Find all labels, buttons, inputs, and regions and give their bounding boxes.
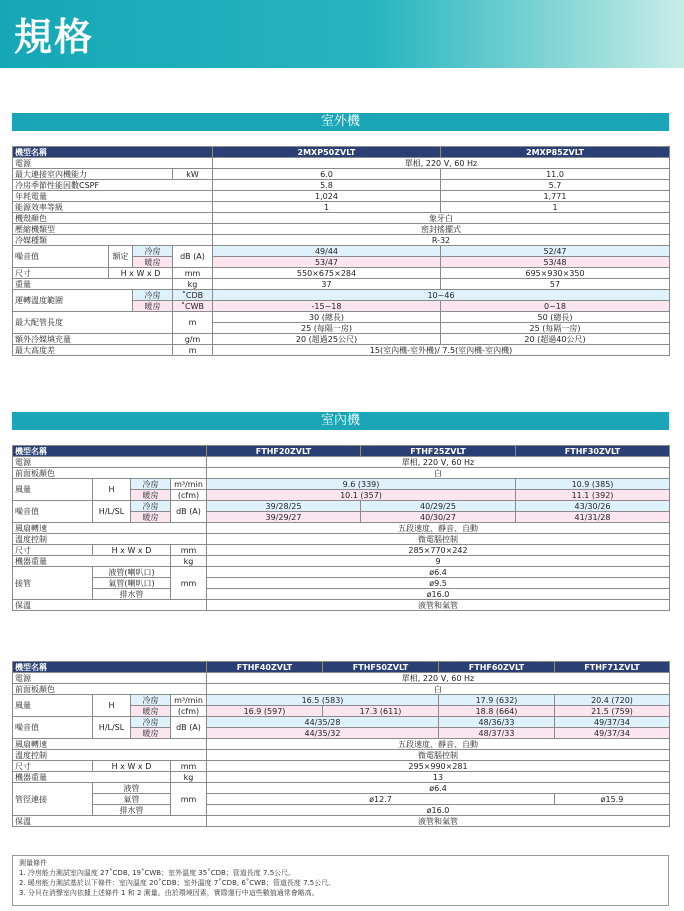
label-power: 電源 bbox=[13, 673, 207, 684]
airflow-heat-value: 11.1 (392) bbox=[516, 490, 670, 501]
airflow-cool-value: 16.5 (583) bbox=[207, 695, 439, 706]
extra-charge-value: 20 (超過25公尺) bbox=[213, 334, 441, 345]
gas-pipe-value: ø12.7 bbox=[207, 794, 555, 805]
model-2mxp85: 2MXP85ZVLT bbox=[441, 147, 670, 158]
label-size: 尺寸 bbox=[13, 761, 93, 772]
cspf-value: 5.8 bbox=[213, 180, 441, 191]
drain-pipe-value: ø16.0 bbox=[207, 805, 670, 816]
label-size: 尺寸 bbox=[13, 545, 93, 556]
label-size: 尺寸 bbox=[13, 268, 109, 279]
drain-pipe-value: ø16.0 bbox=[207, 589, 670, 600]
range-cool-value: 10~46 bbox=[213, 290, 670, 301]
label-capacity: 最大連接室內機能力 bbox=[13, 169, 173, 180]
insulation-value: 液管和氣管 bbox=[207, 600, 670, 611]
weight-value: 13 bbox=[207, 772, 670, 783]
section-title-indoor: 室內機 bbox=[12, 412, 669, 430]
airflow-cool-value: 17.9 (632) bbox=[439, 695, 555, 706]
annual-value: 1,771 bbox=[441, 191, 670, 202]
label-compressor: 壓縮機類型 bbox=[13, 224, 213, 235]
noise-cool-value: 40/29/25 bbox=[361, 501, 516, 512]
label-h: H bbox=[93, 479, 131, 501]
weight-value: 57 bbox=[441, 279, 670, 290]
label-hwd: H x W x D bbox=[93, 545, 171, 556]
noise-cool-value: 49/37/34 bbox=[555, 717, 670, 728]
unit-cwb: ˚CWB bbox=[173, 301, 213, 312]
label-cool: 冷房 bbox=[133, 290, 173, 301]
unit-kg: kg bbox=[173, 279, 213, 290]
noise-cool-value: 39/28/25 bbox=[207, 501, 361, 512]
unit-m: m bbox=[173, 345, 213, 356]
unit-m3min: m³/min bbox=[171, 695, 207, 706]
label-piping: 接管 bbox=[13, 567, 93, 600]
label-weight: 重量 bbox=[13, 279, 173, 290]
label-liquid-pipe: 液管(喇叭口) bbox=[93, 567, 171, 578]
power-value: 單相, 220 V, 60 Hz bbox=[213, 158, 670, 169]
airflow-heat-value: 16.9 (597) bbox=[207, 706, 323, 717]
label-cool: 冷房 bbox=[131, 695, 171, 706]
label-cool: 冷房 bbox=[133, 246, 173, 257]
unit-cfm: (cfm) bbox=[171, 706, 207, 717]
noise-cool-value: 52/47 bbox=[441, 246, 670, 257]
annual-value: 1,024 bbox=[213, 191, 441, 202]
temp-control-value: 微電腦控制 bbox=[207, 750, 670, 761]
unit-mm: mm bbox=[171, 761, 207, 772]
unit-mm: mm bbox=[171, 783, 207, 816]
label-heat: 暖房 bbox=[133, 301, 173, 312]
insulation-value: 液管和氣管 bbox=[207, 816, 670, 827]
capacity-value: 11.0 bbox=[441, 169, 670, 180]
efficiency-value: 1 bbox=[213, 202, 441, 213]
label-hlsl: H/L/SL bbox=[93, 501, 131, 523]
label-rated: 額定 bbox=[109, 246, 133, 268]
model-fthf20: FTHF20ZVLT bbox=[207, 446, 361, 457]
label-hwd: H x W x D bbox=[109, 268, 173, 279]
extra-charge-value: 20 (超過40公尺) bbox=[441, 334, 670, 345]
label-gas-pipe: 氣管 bbox=[93, 794, 171, 805]
model-fthf30: FTHF30ZVLT bbox=[516, 446, 670, 457]
height-diff-value: 15(室內機-室外機)/ 7.5(室內機-室內機) bbox=[213, 345, 670, 356]
section-title-outdoor: 室外機 bbox=[12, 113, 669, 131]
size-value: 285×770×242 bbox=[207, 545, 670, 556]
unit-kw: kW bbox=[173, 169, 213, 180]
unit-m: m bbox=[173, 312, 213, 334]
label-hlsl: H/L/SL bbox=[93, 717, 131, 739]
note-line: 1. 冷房能力測試室內溫度 27˚CDB, 19˚CWB；室外溫度 35˚CDB；管道長度 7.5公尺。 bbox=[19, 869, 296, 877]
panel-color-value: 白 bbox=[207, 468, 670, 479]
label-efficiency: 能源效率等級 bbox=[13, 202, 213, 213]
noise-heat-value: 44/35/32 bbox=[207, 728, 439, 739]
label-extra-charge: 額外冷媒填充量 bbox=[13, 334, 173, 345]
label-insulation: 保溫 bbox=[13, 816, 207, 827]
size-value: 295×990×281 bbox=[207, 761, 670, 772]
label-max-pipe-length: 最大配管長度 bbox=[13, 312, 173, 334]
label-noise: 噪音值 bbox=[13, 501, 93, 523]
power-value: 單相, 220 V, 60 Hz bbox=[207, 673, 670, 684]
airflow-cool-value: 10.9 (385) bbox=[516, 479, 670, 490]
label-cool: 冷房 bbox=[131, 479, 171, 490]
noise-heat-value: 49/37/34 bbox=[555, 728, 670, 739]
fan-speed-value: 五段速度、靜音、自動 bbox=[207, 523, 670, 534]
efficiency-value: 1 bbox=[441, 202, 670, 213]
unit-dba: dB (A) bbox=[171, 717, 207, 739]
fan-speed-value: 五段速度、靜音、自動 bbox=[207, 739, 670, 750]
indoor-spec-table-2 bbox=[12, 661, 670, 827]
label-airflow: 風量 bbox=[13, 695, 93, 717]
label-weight: 機器重量 bbox=[13, 772, 171, 783]
label-fan-speed: 風扇轉速 bbox=[13, 739, 207, 750]
unit-kg: kg bbox=[171, 772, 207, 783]
label-power: 電源 bbox=[13, 158, 213, 169]
model-fthf40: FTHF40ZVLT bbox=[207, 662, 323, 673]
noise-heat-value: 39/29/27 bbox=[207, 512, 361, 523]
airflow-heat-value: 17.3 (611) bbox=[323, 706, 439, 717]
airflow-heat-value: 10.1 (357) bbox=[207, 490, 516, 501]
unit-gm: g/m bbox=[173, 334, 213, 345]
note-line: 2. 暖房能力測試基於以下條件：室內溫度 20˚CDB；室外溫度 7˚CDB, 6˚CWB；管道長度 7.5公尺。 bbox=[19, 879, 336, 887]
temp-control-value: 微電腦控制 bbox=[207, 534, 670, 545]
noise-cool-value: 44/35/28 bbox=[207, 717, 439, 728]
unit-dba: dB (A) bbox=[173, 246, 213, 268]
gas-pipe-value: ø15.9 bbox=[555, 794, 670, 805]
model-fthf60: FTHF60ZVLT bbox=[439, 662, 555, 673]
label-temp-control: 溫度控制 bbox=[13, 750, 207, 761]
unit-m3min: m³/min bbox=[171, 479, 207, 490]
model-2mxp50: 2MXP50ZVLT bbox=[213, 147, 441, 158]
label-drain-pipe: 排水管 bbox=[93, 589, 171, 600]
label-h: H bbox=[93, 695, 131, 717]
unit-mm: mm bbox=[173, 268, 213, 279]
label-fan-speed: 風扇轉速 bbox=[13, 523, 207, 534]
compressor-value: 密封搖擺式 bbox=[213, 224, 670, 235]
weight-value: 9 bbox=[207, 556, 670, 567]
measurement-notes bbox=[12, 855, 669, 906]
label-hwd: H x W x D bbox=[93, 761, 171, 772]
label-temp-control: 溫度控制 bbox=[13, 534, 207, 545]
cspf-value: 5.7 bbox=[441, 180, 670, 191]
airflow-heat-value: 21.5 (759) bbox=[555, 706, 670, 717]
noise-cool-value: 49/44 bbox=[213, 246, 441, 257]
noise-heat-value: 48/37/33 bbox=[439, 728, 555, 739]
noise-heat-value: 40/30/27 bbox=[361, 512, 516, 523]
label-airflow: 風量 bbox=[13, 479, 93, 501]
label-casing-color: 機殼顏色 bbox=[13, 213, 213, 224]
airflow-cool-value: 20.4 (720) bbox=[555, 695, 670, 706]
size-value: 695×930×350 bbox=[441, 268, 670, 279]
airflow-cool-value: 9.6 (339) bbox=[207, 479, 516, 490]
weight-value: 37 bbox=[213, 279, 441, 290]
unit-dba: dB (A) bbox=[171, 501, 207, 523]
label-heat: 暖房 bbox=[133, 257, 173, 268]
label-panel-color: 前面板顏色 bbox=[13, 684, 207, 695]
model-fthf50: FTHF50ZVLT bbox=[323, 662, 439, 673]
label-panel-color: 前面板顏色 bbox=[13, 468, 207, 479]
noise-heat-value: 53/48 bbox=[441, 257, 670, 268]
label-model: 機型名稱 bbox=[13, 662, 207, 673]
panel-color-value: 白 bbox=[207, 684, 670, 695]
capacity-value: 6.0 bbox=[213, 169, 441, 180]
label-pipe-connection: 管徑連接 bbox=[13, 783, 93, 816]
label-operating-range: 運轉溫度範圍 bbox=[13, 290, 133, 312]
label-noise: 噪音值 bbox=[13, 246, 109, 268]
noise-cool-value: 43/30/26 bbox=[516, 501, 670, 512]
label-model: 機型名稱 bbox=[13, 446, 207, 457]
label-heat: 暖房 bbox=[131, 706, 171, 717]
label-cspf: 冷房季節性能因數CSPF bbox=[13, 180, 213, 191]
range-heat-value: 0~18 bbox=[441, 301, 670, 312]
label-liquid-pipe: 液管 bbox=[93, 783, 171, 794]
refrigerant-value: R-32 bbox=[213, 235, 670, 246]
label-model: 機型名稱 bbox=[13, 147, 213, 158]
label-power: 電源 bbox=[13, 457, 207, 468]
label-height-diff: 最大高度差 bbox=[13, 345, 173, 356]
label-insulation: 保溫 bbox=[13, 600, 207, 611]
pipe-room-value: 25 (每隔一房) bbox=[441, 323, 670, 334]
pipe-total-value: 30 (總長) bbox=[213, 312, 441, 323]
noise-heat-value: 53/47 bbox=[213, 257, 441, 268]
indoor-spec-table-1 bbox=[12, 445, 670, 611]
model-fthf25: FTHF25ZVLT bbox=[361, 446, 516, 457]
label-cool: 冷房 bbox=[131, 717, 171, 728]
unit-kg: kg bbox=[171, 556, 207, 567]
label-heat: 暖房 bbox=[131, 512, 171, 523]
unit-cfm: (cfm) bbox=[171, 490, 207, 501]
page-title: 規格 bbox=[14, 15, 95, 59]
label-weight: 機器重量 bbox=[13, 556, 171, 567]
liquid-pipe-value: ø6.4 bbox=[207, 783, 670, 794]
gas-pipe-value: ø9.5 bbox=[207, 578, 670, 589]
liquid-pipe-value: ø6.4 bbox=[207, 567, 670, 578]
label-drain-pipe: 排水管 bbox=[93, 805, 171, 816]
label-gas-pipe: 氣管(喇叭口) bbox=[93, 578, 171, 589]
page-header bbox=[0, 0, 684, 68]
notes-title: 測量條件 bbox=[19, 859, 47, 867]
label-refrigerant: 冷媒種類 bbox=[13, 235, 213, 246]
note-line: 3. 分貝在消聲室內依據上述條件 1 和 2 測量。由於環境因素，實際運行中這些數值通常會略高。 bbox=[19, 889, 319, 897]
range-heat-value: -15~18 bbox=[213, 301, 441, 312]
unit-mm: mm bbox=[171, 567, 207, 600]
outdoor-spec-table bbox=[12, 146, 670, 356]
casing-color-value: 象牙白 bbox=[213, 213, 670, 224]
noise-heat-value: 41/31/28 bbox=[516, 512, 670, 523]
label-heat: 暖房 bbox=[131, 490, 171, 501]
unit-cdb: ˚CDB bbox=[173, 290, 213, 301]
model-fthf71: FTHF71ZVLT bbox=[555, 662, 670, 673]
label-heat: 暖房 bbox=[131, 728, 171, 739]
pipe-room-value: 25 (每隔一房) bbox=[213, 323, 441, 334]
label-annual-energy: 年耗電量 bbox=[13, 191, 213, 202]
size-value: 550×675×284 bbox=[213, 268, 441, 279]
label-noise: 噪音值 bbox=[13, 717, 93, 739]
airflow-heat-value: 18.8 (664) bbox=[439, 706, 555, 717]
pipe-total-value: 50 (總長) bbox=[441, 312, 670, 323]
power-value: 單相, 220 V, 60 Hz bbox=[207, 457, 670, 468]
unit-mm: mm bbox=[171, 545, 207, 556]
noise-cool-value: 48/36/33 bbox=[439, 717, 555, 728]
label-cool: 冷房 bbox=[131, 501, 171, 512]
